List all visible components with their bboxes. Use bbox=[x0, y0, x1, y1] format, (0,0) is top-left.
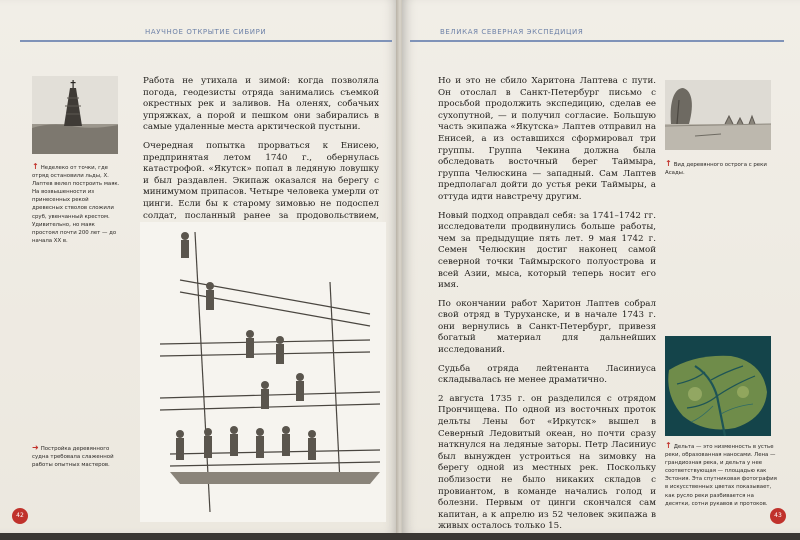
arrow-up-icon: ↑ bbox=[665, 441, 672, 450]
header-rule-left bbox=[20, 40, 392, 42]
right-paragraph: Но и это не сбило Харитона Лаптева с пути. Он отослал в Санкт-Петербург письмо с просьбой продолжить экспедицию, сделав ее сухопутной, — и получил согласие. Большую часть экипажа «Якутска» Лаптев отправил на Енисей, а из оставшихся сформировал три группы. Группа Чекина должна была обследовать восточный берег Таймыра, группа Челюскина — западный. Сам Лаптев предполагал дойти до устья реки Таймыры, а оттуда идти навстречу другим. bbox=[438, 76, 656, 202]
right-paragraph: 2 августа 1735 г. он разделился с отрядом Прончищева. По одной из восточных проток дельты Лены бот «Иркутск» вышел в Северный Ледовитый океан, но почти сразу наткнулся на ледяные заторы. Петр Ласиниус был вынужден устроиться на зимовку на берегу одной из местных рек. Поскольку поблизости не было никаких складов с провиантом, в команде начались голод и болезни. Первым от цинги скончался сам капитан, а к апрелю из 52 человек экипажа в живых осталось только 15. bbox=[438, 393, 656, 532]
caption-ostrog: ↑ Вид деревянного острога с реки Асады. bbox=[665, 159, 767, 177]
right-page bbox=[402, 0, 800, 533]
page-number-right: 43 bbox=[770, 508, 786, 524]
header-rule-right bbox=[410, 40, 784, 42]
right-paragraph: По окончании работ Харитон Лаптев собрал свой отряд в Туруханске, и в начале 1743 г. они вернулись в Санкт-Петербург, привезя богатый материал для дальнейших исследований. bbox=[438, 298, 656, 356]
caption-shipbuilding: ➜ Постройка деревянного судна требовала слаженной работы опытных мастеров. bbox=[32, 443, 114, 469]
left-paragraph: Очередная попытка прорваться к Енисею, предпринятая летом 1740 г., обернулась катастрофой. «Якутск» попал в ледяную ловушку и был раздавлен. Экипаж оказался на берегу с минимумом припасов. Четыре человека умерли от цинги. Если бы к старому зимовью не подоспел солдат, посланный ранее за продовольствием, bbox=[143, 140, 379, 221]
lighthouse-photo bbox=[32, 76, 118, 154]
shipbuilding-engraving bbox=[140, 222, 386, 522]
left-page bbox=[0, 0, 398, 533]
caption-delta: ↑ Дельта — это низменность в устье реки, образованная наносами. Лена — грандиозная река, и дельта у нее соответствующая — площадью как Эстония. Эта спутниковая фотография в искусственных цветах показывает, как русло реки разбивается на десятки, сотни рукавов и протоков. bbox=[665, 441, 777, 507]
ostrog-engraving bbox=[665, 80, 771, 150]
lena-delta-satellite-photo bbox=[665, 336, 771, 436]
right-paragraph: Судьба отряда лейтенанта Ласиниуса складывалась не менее драматично. bbox=[438, 363, 656, 386]
page-number-left: 42 bbox=[12, 508, 28, 524]
caption-lighthouse: ↑ Неделеко от точки, где отряд остановили льды, Х. Лаптев велел построить маяк. На возвышенности из принесенных рекой древесных стволов сложили сруб, увенчанный крестом. Удивительно, но маяк простоял почти 200 лет — до начала XX в. bbox=[32, 162, 120, 244]
arrow-right-icon: ➜ bbox=[32, 443, 39, 452]
running-head-right: ВЕЛИКАЯ СЕВЕРНАЯ ЭКСПЕДИЦИЯ bbox=[440, 28, 584, 36]
right-paragraph: Новый подход оправдал себя: за 1741–1742 гг. исследователи продвинулись больше работы, чем за предыдущие пять лет. 9 мая 1742 г. Семен Челюскин достиг наконец самой северной точки Таймырского полуострова и всей Азии, мыса, который теперь носит его имя. bbox=[438, 210, 656, 291]
arrow-up-icon: ↑ bbox=[665, 159, 672, 168]
arrow-up-icon: ↑ bbox=[32, 162, 39, 171]
left-paragraph: Работа не утихала и зимой: когда позволяла погода, геодезисты отряда занимались съемкой окрестных рек и заливов. На оленях, собачьих упряжках, а порой и пешком они забирались в самые удаленные места арктической пустыни. bbox=[143, 76, 379, 133]
left-body-text bbox=[143, 76, 379, 241]
running-head-left: НАУЧНОЕ ОТКРЫТИЕ СИБИРИ bbox=[145, 28, 267, 36]
right-body-text bbox=[438, 76, 656, 540]
